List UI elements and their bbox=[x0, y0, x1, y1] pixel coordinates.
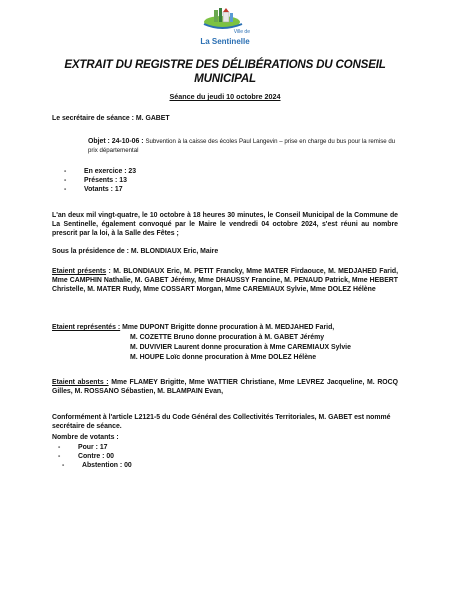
count-item: - En exercice : 23 bbox=[64, 168, 136, 177]
procuration-line: Mme DUPONT Brigitte donne procuration à M. MEDJAHED Farid, bbox=[122, 324, 335, 331]
objet-label: Objet : 24-10-06 : bbox=[88, 138, 144, 145]
session-date: Séance du jeudi 10 octobre 2024 bbox=[169, 92, 281, 101]
presents-label: Etaient présents bbox=[52, 268, 107, 275]
count-item: - Votants : 17 bbox=[64, 186, 136, 195]
count-item: - Présents : 13 bbox=[64, 177, 136, 186]
presents-paragraph bbox=[52, 268, 398, 294]
absents-label: Etaient absents : bbox=[52, 379, 109, 386]
vote-item: - Contre : 00 bbox=[58, 453, 132, 462]
presidence-line: Sous la présidence de : M. BLONDIAUX Eric, Maire bbox=[52, 248, 219, 255]
town-logo-text bbox=[192, 28, 258, 46]
vote-item: - Abstention : 00 bbox=[62, 462, 132, 471]
representes-block bbox=[52, 324, 398, 333]
procuration-line: M. COZETTE Bruno donne procuration à M. GABET Jérémy bbox=[130, 334, 325, 341]
procuration-line: M. DUVIVIER Laurent donne procuration à Mme CAREMIAUX Sylvie bbox=[130, 344, 351, 351]
vote-item: - Pour : 17 bbox=[58, 444, 132, 453]
absents-paragraph bbox=[52, 379, 398, 397]
objet-block bbox=[88, 138, 398, 156]
procuration-line: M. HOUPE Loïc donne procuration à Mme DOLEZ Hélène bbox=[130, 354, 317, 361]
logo-small-text: Ville de bbox=[233, 29, 250, 35]
secretary-line: Le secrétaire de séance : M. GABET bbox=[52, 115, 170, 122]
absents-text: Mme FLAMEY Brigitte, Mme WATTIER Christiane, Mme LEVREZ Jacqueline, M. ROCQ Gilles, M. ROSSANO Sébastien, M. BLAMPAIN Evan, bbox=[52, 379, 399, 395]
intro-paragraph: L'an deux mil vingt-quatre, le 10 octobre à 18 heures 30 minutes, le Conseil Municipal de la Commune de La Sentinelle, également convoqué par le Maire le vendredi 04 octobre 2024, s'est réuni au nombre prescrit par la loi, à la Salle des Fêtes ; bbox=[52, 212, 398, 237]
objet-text: Subvention à la caisse des écoles Paul Langevin – prise en charge du bus pour la remise du prix départemental bbox=[88, 138, 396, 154]
representes-label: Etaient représentés : bbox=[52, 324, 121, 331]
town-logo bbox=[192, 4, 258, 48]
document-title: EXTRAIT DU REGISTRE DES DÉLIBÉRATIONS DU CONSEIL MUNICIPAL bbox=[64, 58, 386, 85]
conformement-paragraph: Conformément à l'article L2121-5 du Code Général des Collectivités Territoriales, M. GABET est nommé secrétaire de séance. bbox=[52, 414, 391, 430]
nombre-votants-label: Nombre de votants : bbox=[52, 434, 119, 441]
vote-results bbox=[58, 444, 132, 470]
presents-text: : M. BLONDIAUX Eric, M. PETIT Francky, Mme MATER Firdaouce, M. MEDJAHED Farid, Mme CAMPHIN Nathalie, M. GABET Jérémy, Mme DHAUSSY Francine, M. PENAUD Patrick, Mme HEBERT Christelle, M. MATER Rudy, Mme COSSART Morgan, Mme CAREMIAUX Sylvie, Mme DOLEZ Hélène bbox=[52, 268, 398, 293]
member-counts bbox=[64, 168, 136, 194]
logo-name: La Sentinelle bbox=[200, 37, 250, 46]
